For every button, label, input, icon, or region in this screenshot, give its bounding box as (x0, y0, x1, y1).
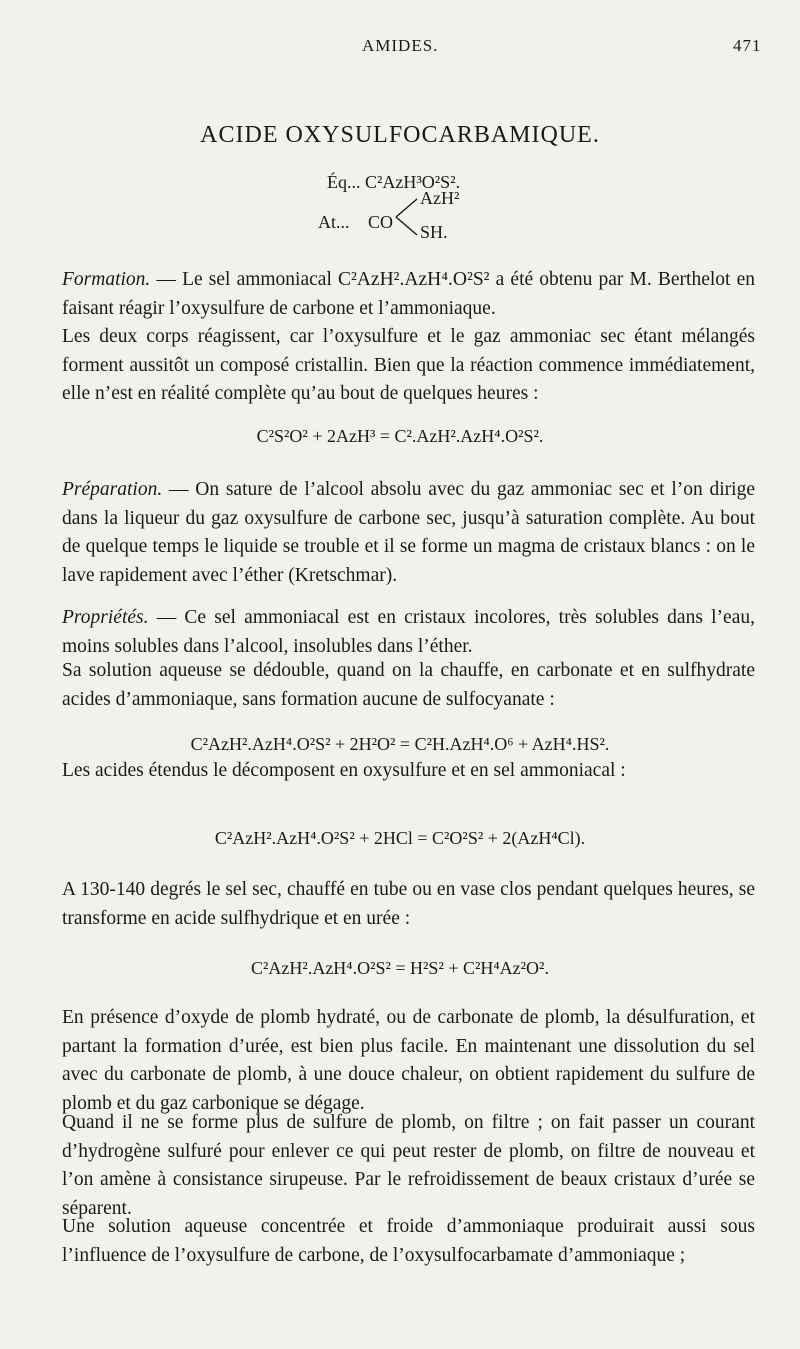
formation-heading: Formation. (62, 269, 151, 290)
structure-bonds (393, 194, 421, 240)
at-label: At... (318, 212, 350, 232)
at-top-group: AzH² (420, 188, 460, 208)
proprietes-equation-2: C²AzH².AzH⁴.O²S² + 2HCl = C²O²S² + 2(AzH⁴Cl). (214, 828, 586, 848)
formation-paragraph (62, 266, 755, 323)
eq-label: Éq... (327, 172, 361, 192)
at-center: CO (368, 212, 394, 232)
page-number: 471 (733, 36, 762, 55)
proprietes-equation-1: C²AzH².AzH⁴.O²S² + 2H²O² = C²H.AzH⁴.O⁶ + AzH⁴.HS². (190, 734, 610, 754)
proprietes-text: — Ce sel ammoniacal est en cristaux incolores, très solubles dans l’eau, moins solubles dans l’alcool, insolubles dans l’éther. (62, 607, 755, 657)
proprietes-paragraph-5: En présence d’oxyde de plomb hydraté, ou de carbonate de plomb, la désulfuration, et partant la formation d’urée, est bien plus facile. En maintenant une dissolution du sel avec du carbonate de plomb, à une douce chaleur, on obtient rapidement du sulfure de plomb et du gaz carbonique se dégage. (62, 1007, 755, 1114)
preparation-paragraph (62, 476, 755, 590)
proprietes-paragraph (62, 604, 755, 661)
proprietes-paragraph-6: Quand il ne se forme plus de sulfure de plomb, on filtre ; on fait passer un courant d’hydrogène sulfuré pour enlever ce qui peut rester de plomb, on filtre de nouveau et l’on amène à consistance sirupeuse. Par le refroidissement de beaux cristaux d’urée se séparent. (62, 1112, 755, 1219)
running-header: AMIDES. (362, 36, 439, 55)
proprietes-heading: Propriétés. (62, 607, 149, 628)
formation-equation: C²S²O² + 2AzH³ = C².AzH².AzH⁴.O²S². (256, 426, 544, 446)
formation-paragraph-2: Les deux corps réagissent, car l’oxysulfure et le gaz ammoniac sec étant mélangés forment aussitôt un composé cristallin. Bien que la réaction commence immédiatement, elle n’est en réalité complète qu’au bout de quelques heures : (62, 326, 755, 404)
preparation-heading: Préparation. (62, 479, 163, 500)
proprietes-paragraph-2: Sa solution aqueuse se dédouble, quand on la chauffe, en carbonate et en sulfhydrate acides d’ammoniaque, sans formation aucune de sulfocyanate : (62, 660, 755, 710)
proprietes-equation-3: C²AzH².AzH⁴.O²S² = H²S² + C²H⁴Az²O². (251, 958, 549, 978)
chapter-title: ACIDE OXYSULFOCARBAMIQUE. (200, 122, 600, 148)
eq-formula: C²AzH³O²S². (365, 172, 461, 192)
preparation-text: — On sature de l’alcool absolu avec du gaz ammoniac sec et l’on dirige dans la liqueur du gaz oxysulfure de carbone sec, jusqu’à saturation complète. Au bout de quelque temps le liquide se trouble et il se forme un magma de cristaux blancs : on le lave rapidement avec l’éther (Kretschmar). (62, 479, 755, 586)
proprietes-paragraph-3: Les acides étendus le décomposent en oxysulfure et en sel ammoniacal : (62, 760, 626, 781)
proprietes-paragraph-4: A 130-140 degrés le sel sec, chauffé en tube ou en vase clos pendant quelques heures, se transforme en acide sulfhydrique et en urée : (62, 879, 755, 929)
at-bottom-group: SH. (420, 222, 448, 242)
formation-text: — Le sel ammoniacal C²AzH².AzH⁴.O²S² a été obtenu par M. Berthelot en faisant réagir l’oxysulfure de carbone et l’ammoniaque. (62, 269, 755, 319)
proprietes-paragraph-7: Une solution aqueuse concentrée et froide d’ammoniaque produirait aussi sous l’influence de l’oxysulfure de carbone, de l’oxysulfocarbamate d’ammoniaque ; (62, 1216, 755, 1266)
